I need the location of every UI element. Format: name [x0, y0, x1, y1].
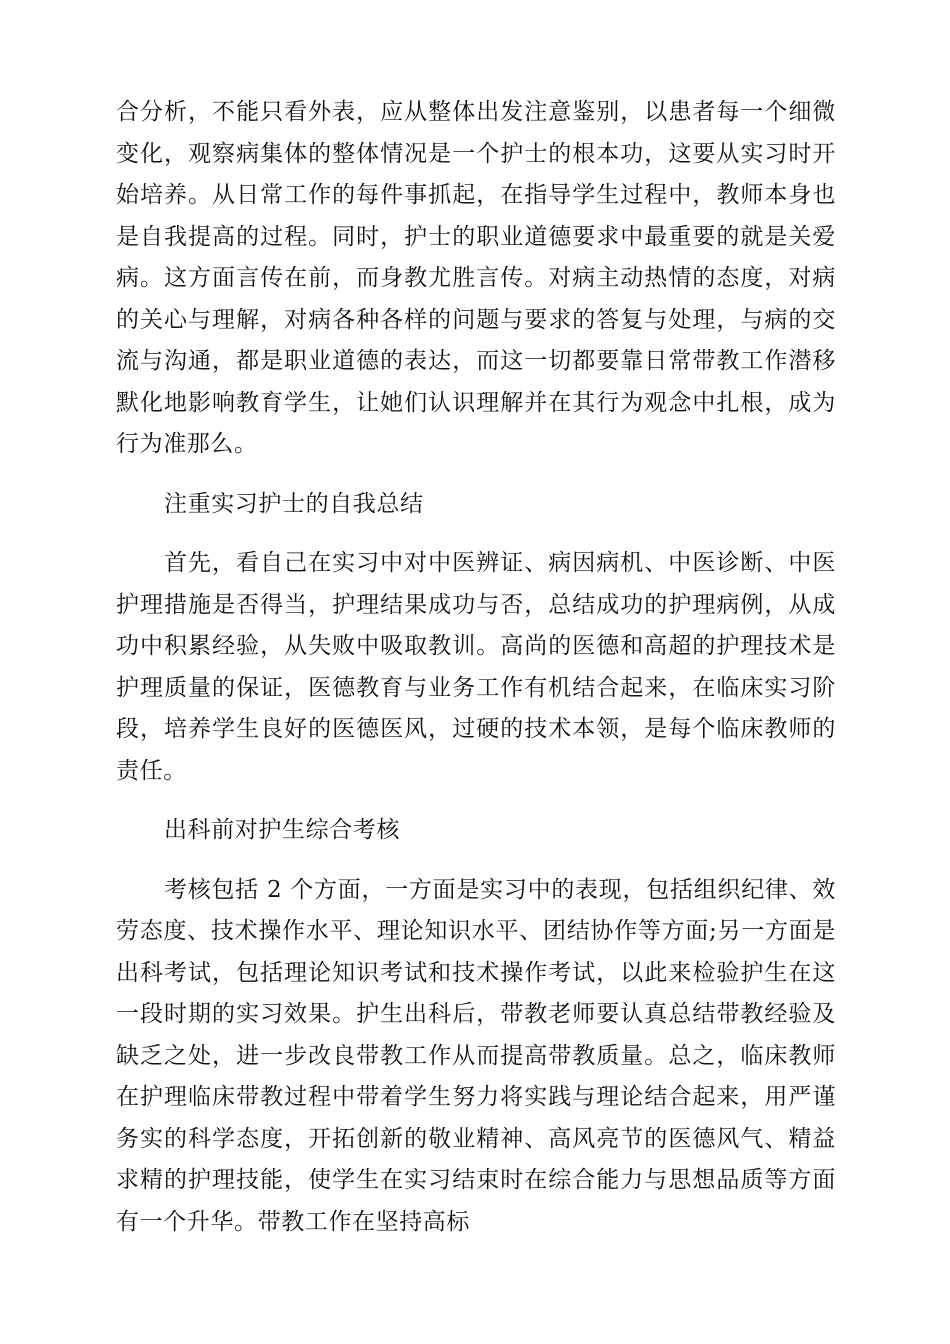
paragraph-intro: 合分析，不能只看外表，应从整体出发注意鉴别，以患者每一个细微变化，观察病集体的整体情况是一个护士的根本功，这要从实习时开始培养。从日常工作的每件事抓起，在指导学生过程中，教师本身也是自我提高的过程。同时，护士的职业道德要求中最重要的就是关爱病。这方面言传在前，而身教尤胜言传。对病主动热情的态度，对病的关心与理解，对病各种各样的问题与要求的答复与处理，与病的交流与沟通，都是职业道德的表达，而这一切都要靠日常带教工作潜移默化地影响教育学生，让她们认识理解并在其行为观念中扎根，成为行为准那么。	[116, 99, 836, 457]
section-gap	[116, 525, 836, 543]
section-body-assessment: 考核包括 2 个方面，一方面是实习中的表现，包括组织纪律、效劳态度、技术操作水平、理论知识水平、团结协作等方面;另一方面是出科考试，包括理论知识考试和技术操作考试，以此来检验护生在这一段时期的实习效果。护生出科后，带教老师要认真总结带教经验及缺乏之处，进一步改良带教工作从而提高带教质量。总之，临床教师在护理临床带教过程中带着学生努力将实践与理论结合起来，用严谨务实的科学态度，开拓创新的敬业精神、高风亮节的医德风气、精益求精的护理技能，使学生在实习结束时在综合能力与思想品质等方面有一个升华。带教工作在坚持高标	[116, 876, 836, 1235]
section-gap	[116, 466, 836, 484]
section-heading-self-summary: 注重实习护士的自我总结	[164, 490, 424, 517]
section-gap	[116, 792, 836, 810]
document-page	[116, 92, 836, 1243]
section-gap	[116, 852, 836, 870]
section-heading-assessment: 出科前对护生综合考核	[164, 817, 400, 843]
section-body-self-summary: 首先，看自己在实习中对中医辨证、病因病机、中医诊断、中医护理措施是否得当，护理结果成功与否，总结成功的护理病例，从成功中积累经验，从失败中吸取教训。高尚的医德和高超的护理技术是护理质量的保证，医德教育与业务工作有机结合起来，在临床实习阶段，培养学生良好的医德医风，过硬的技术本领，是每个临床教师的责任。	[116, 550, 836, 784]
